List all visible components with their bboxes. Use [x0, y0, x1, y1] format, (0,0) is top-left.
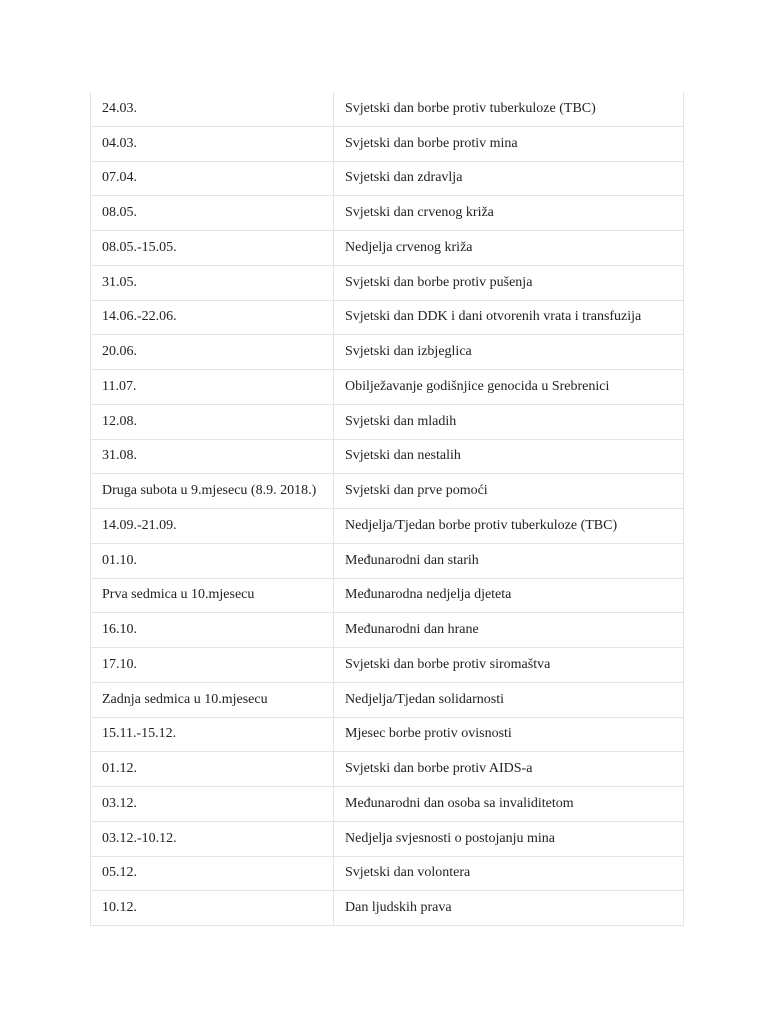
event-cell: Svjetski dan nestalih [334, 439, 684, 474]
table-row [91, 682, 684, 717]
date-cell: 04.03. [91, 126, 334, 161]
table-row [91, 404, 684, 439]
table-row [91, 370, 684, 405]
event-cell: Svjetski dan crvenog križa [334, 196, 684, 231]
table-row [91, 613, 684, 648]
table-row [91, 543, 684, 578]
table-row [91, 648, 684, 683]
event-cell: Međunarodni dan osoba sa invaliditetom [334, 787, 684, 822]
table-row [91, 787, 684, 822]
table-row [91, 126, 684, 161]
date-cell: 01.10. [91, 543, 334, 578]
date-cell: 07.04. [91, 161, 334, 196]
table-row [91, 509, 684, 544]
event-cell: Mjesec borbe protiv ovisnosti [334, 717, 684, 752]
date-cell: 16.10. [91, 613, 334, 648]
date-cell: 31.05. [91, 265, 334, 300]
table-row [91, 856, 684, 891]
date-cell: 17.10. [91, 648, 334, 683]
date-cell: 15.11.-15.12. [91, 717, 334, 752]
date-cell: 11.07. [91, 370, 334, 405]
table-row [91, 752, 684, 787]
event-cell: Nedjelja svjesnosti o postojanju mina [334, 821, 684, 856]
event-cell: Svjetski dan borbe protiv tuberkuloze (TBC) [334, 92, 684, 126]
table-row [91, 196, 684, 231]
table-row [91, 578, 684, 613]
date-cell: 01.12. [91, 752, 334, 787]
event-cell: Nedjelja crvenog križa [334, 231, 684, 266]
event-cell: Obilježavanje godišnjice genocida u Srebrenici [334, 370, 684, 405]
date-cell: 10.12. [91, 891, 334, 926]
date-cell: 24.03. [91, 92, 334, 126]
date-cell: 05.12. [91, 856, 334, 891]
table-row [91, 300, 684, 335]
events-table [90, 92, 684, 926]
table-row [91, 717, 684, 752]
table-row [91, 161, 684, 196]
date-cell: 12.08. [91, 404, 334, 439]
event-cell: Svjetski dan borbe protiv mina [334, 126, 684, 161]
date-cell: 08.05. [91, 196, 334, 231]
table-row [91, 231, 684, 266]
event-cell: Svjetski dan izbjeglica [334, 335, 684, 370]
event-cell: Svjetski dan mladih [334, 404, 684, 439]
event-cell: Svjetski dan zdravlja [334, 161, 684, 196]
table-row [91, 439, 684, 474]
event-cell: Međunarodna nedjelja djeteta [334, 578, 684, 613]
event-cell: Svjetski dan borbe protiv siromaštva [334, 648, 684, 683]
table-row [91, 474, 684, 509]
date-cell: Prva sedmica u 10.mjesecu [91, 578, 334, 613]
table-row [91, 335, 684, 370]
event-cell: Nedjelja/Tjedan solidarnosti [334, 682, 684, 717]
table-row [91, 265, 684, 300]
date-cell: 20.06. [91, 335, 334, 370]
event-cell: Svjetski dan prve pomoći [334, 474, 684, 509]
date-cell: 14.09.-21.09. [91, 509, 334, 544]
event-cell: Svjetski dan borbe protiv AIDS-a [334, 752, 684, 787]
table-row [91, 821, 684, 856]
date-cell: 31.08. [91, 439, 334, 474]
event-cell: Međunarodni dan hrane [334, 613, 684, 648]
event-cell: Svjetski dan volontera [334, 856, 684, 891]
date-cell: 14.06.-22.06. [91, 300, 334, 335]
event-cell: Nedjelja/Tjedan borbe protiv tuberkuloze (TBC) [334, 509, 684, 544]
event-cell: Dan ljudskih prava [334, 891, 684, 926]
event-cell: Svjetski dan DDK i dani otvorenih vrata i transfuzija [334, 300, 684, 335]
table-row [91, 92, 684, 126]
date-cell: Zadnja sedmica u 10.mjesecu [91, 682, 334, 717]
table-row [91, 891, 684, 926]
date-cell: 08.05.-15.05. [91, 231, 334, 266]
event-cell: Međunarodni dan starih [334, 543, 684, 578]
date-cell: 03.12.-10.12. [91, 821, 334, 856]
date-cell: Druga subota u 9.mjesecu (8.9. 2018.) [91, 474, 334, 509]
event-cell: Svjetski dan borbe protiv pušenja [334, 265, 684, 300]
date-cell: 03.12. [91, 787, 334, 822]
